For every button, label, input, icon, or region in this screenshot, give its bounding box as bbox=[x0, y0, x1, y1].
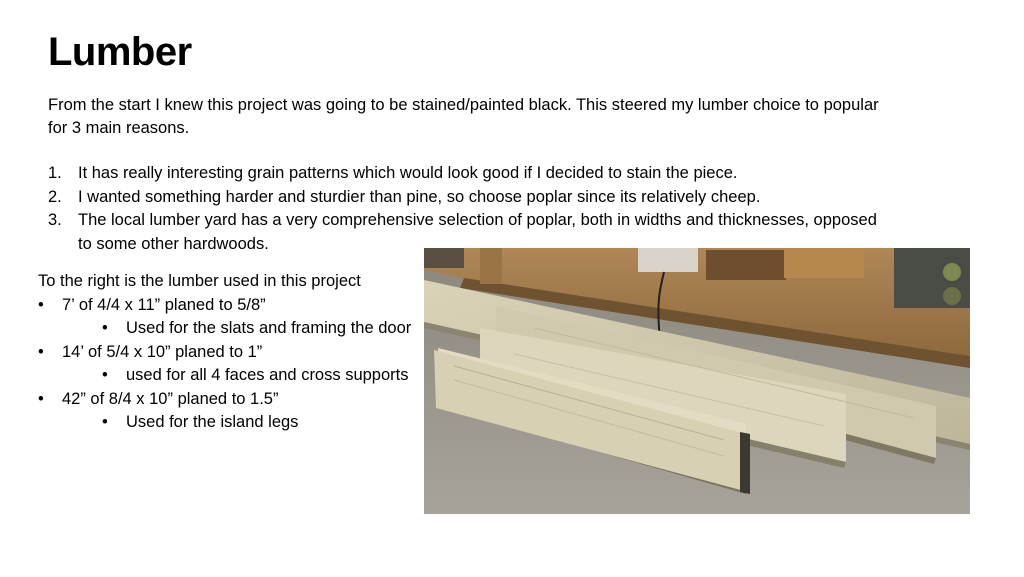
lumber-use-list bbox=[62, 317, 428, 341]
bullet-icon: • bbox=[102, 413, 108, 431]
lumber-use-item bbox=[62, 411, 428, 435]
reasons-list bbox=[48, 162, 888, 256]
lumber-use-text: Used for the slats and framing the door bbox=[126, 319, 412, 337]
intro-paragraph: From the start I knew this project was going to be stained/painted black. This steered my lumber choice to popular for 3 main reasons. bbox=[48, 96, 879, 137]
lumber-item bbox=[38, 388, 428, 435]
lumber-photo-illustration bbox=[424, 248, 970, 514]
reason-number: 2. bbox=[48, 187, 62, 206]
bullet-icon: • bbox=[38, 295, 44, 314]
reason-item bbox=[48, 162, 888, 186]
lumber-use-text: used for all 4 faces and cross supports bbox=[126, 366, 409, 384]
lumber-photo bbox=[424, 248, 970, 514]
lumber-use-list bbox=[62, 411, 428, 435]
lumber-use-list bbox=[62, 364, 428, 388]
lumber-heading: To the right is the lumber used in this project bbox=[38, 272, 361, 290]
reason-number: 1. bbox=[48, 164, 62, 182]
reason-text: I wanted something harder and sturdier than pine, so choose poplar since its relatively cheep. bbox=[78, 187, 761, 206]
lumber-use-item bbox=[62, 317, 428, 341]
bullet-icon: • bbox=[102, 366, 108, 384]
lumber-summary bbox=[38, 270, 428, 435]
lumber-item-text: 7’ of 4/4 x 11” planed to 5/8” bbox=[62, 295, 266, 314]
slide-title: Lumber bbox=[48, 30, 192, 74]
reason-text: It has really interesting grain patterns which would look good if I decided to stain the piece. bbox=[78, 164, 738, 182]
lumber-use-text: Used for the island legs bbox=[126, 413, 299, 431]
lumber-item bbox=[38, 341, 428, 388]
bullet-icon: • bbox=[38, 342, 44, 361]
lumber-use-item bbox=[62, 364, 428, 388]
lumber-item-text: 42” of 8/4 x 10” planed to 1.5” bbox=[62, 389, 279, 408]
reason-number: 3. bbox=[48, 211, 62, 229]
reason-item bbox=[48, 186, 888, 210]
lumber-item-text: 14’ of 5/4 x 10” planed to 1” bbox=[62, 342, 263, 361]
reason-text: The local lumber yard has a very comprehensive selection of poplar, both in widths and thicknesses, opposed to some other hardwoods. bbox=[78, 211, 877, 253]
bullet-icon: • bbox=[102, 319, 108, 337]
lumber-list bbox=[38, 294, 428, 435]
lumber-item bbox=[38, 294, 428, 341]
bullet-icon: • bbox=[38, 389, 44, 408]
